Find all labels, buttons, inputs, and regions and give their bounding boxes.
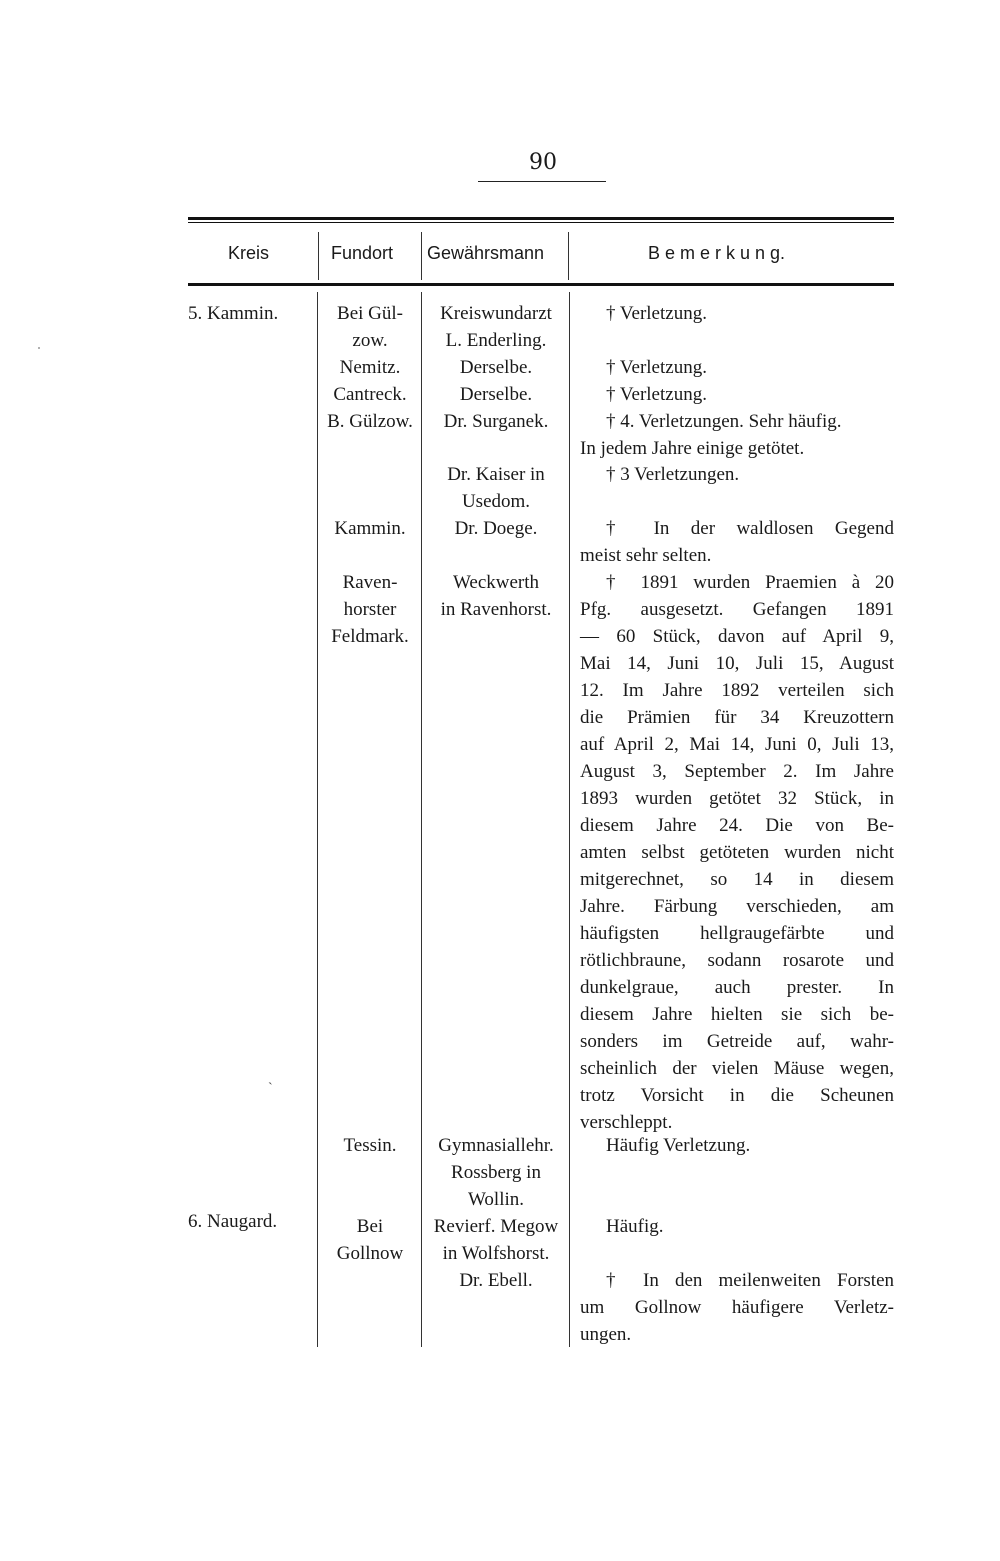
fundort-cell: Tessin. <box>343 1135 397 1156</box>
fundort-cell: horster <box>343 599 397 620</box>
fundort-cell: Gollnow <box>336 1243 404 1264</box>
bemerkung-line: um Gollnow häufigere Verletz- <box>580 1297 894 1318</box>
gewaehrsmann-cell: Dr. Doege. <box>454 518 538 539</box>
gewaehrsmann-cell: Rossberg in <box>451 1162 541 1183</box>
bemerkung-line: † 4. Verletzungen. Sehr häufig. <box>606 411 842 432</box>
column-divider <box>569 292 570 1347</box>
header-gewaehrsmann: Gewährsmann <box>427 243 545 263</box>
bemerkung-line: meist sehr selten. <box>580 545 712 566</box>
bemerkung-line: Jahre. Färbung verschieden, am <box>580 896 894 917</box>
gewaehrsmann-cell: Derselbe. <box>459 357 533 378</box>
fundort-cell: Bei <box>356 1216 384 1237</box>
bemerkung-line: — 60 Stück, davon auf April 9, <box>580 626 894 647</box>
header-fundort: Fundort <box>331 243 394 263</box>
bemerkung-line: 1893 wurden getötet 32 Stück, in <box>580 788 894 809</box>
stray-mark: ` <box>268 1081 273 1096</box>
gewaehrsmann-cell: Weckwerth <box>452 572 540 593</box>
fundort-cell: zow. <box>352 330 388 351</box>
column-divider <box>318 232 319 280</box>
bemerkung-line: diesem Jahre 24. Die von Be- <box>580 815 894 836</box>
fundort-cell: B. Gülzow. <box>327 411 413 432</box>
bemerkung-line: die Prämien für 34 Kreuzottern <box>580 707 894 728</box>
fundort-cell: Cantreck. <box>333 384 407 405</box>
bemerkung-line: † Verletzung. <box>606 303 707 324</box>
gewaehrsmann-cell: L. Enderling. <box>445 330 547 351</box>
scan-speck <box>38 347 40 349</box>
column-divider <box>421 232 422 280</box>
table-top-rule-thin <box>188 222 894 223</box>
bemerkung-line: Mai 14, Juni 10, Juli 15, August <box>580 653 894 674</box>
gewaehrsmann-cell: Dr. Kaiser in <box>447 464 545 485</box>
bemerkung-line: Pfg. ausgesetzt. Gefangen 1891 <box>580 599 894 620</box>
fundort-cell: Raven- <box>342 572 398 593</box>
bemerkung-line: In jedem Jahre einige getötet. <box>580 438 805 459</box>
gewaehrsmann-cell: Gymnasiallehr. <box>438 1135 554 1156</box>
bemerkung-line: † Verletzung. <box>606 384 707 405</box>
gewaehrsmann-cell: Dr. Surganek. <box>443 411 549 432</box>
gewaehrsmann-cell: in Wolfshorst. <box>442 1243 550 1264</box>
bemerkung-line: häufigsten hellgraugefärbte und <box>580 923 894 944</box>
gewaehrsmann-cell: Kreiswundarzt <box>440 303 552 324</box>
header-kreis: Kreis <box>228 243 270 263</box>
bemerkung-line: † Verletzung. <box>606 357 707 378</box>
gewaehrsmann-cell: Dr. Ebell. <box>459 1270 533 1291</box>
bemerkung-line: dunkelgraue, auch prester. In <box>580 977 894 998</box>
header-bemerkung: B e m e r k u n g. <box>648 243 786 263</box>
bemerkung-line: ungen. <box>580 1324 632 1345</box>
kreis-cell: 5. Kammin. <box>188 303 279 324</box>
gewaehrsmann-cell: Usedom. <box>461 491 531 512</box>
page-number-rule <box>478 181 606 182</box>
gewaehrsmann-cell: Wollin. <box>468 1189 524 1210</box>
table-top-rule <box>188 217 894 220</box>
bemerkung-line: August 3, September 2. Im Jahre <box>580 761 894 782</box>
bemerkung-line: † In den meilenweiten Forsten <box>606 1270 894 1291</box>
bemerkung-line: mitgerechnet, so 14 in diesem <box>580 869 894 890</box>
kreis-cell: 6. Naugard. <box>188 1211 278 1232</box>
fundort-cell: Kammin. <box>334 518 406 539</box>
bemerkung-line: trotz Vorsicht in die Scheunen <box>580 1085 894 1106</box>
bemerkung-line: † 1891 wurden Praemien à 20 <box>606 572 894 593</box>
gewaehrsmann-cell: in Ravenhorst. <box>440 599 552 620</box>
bemerkung-line: rötlichbraune, sodann rosarote und <box>580 950 894 971</box>
bemerkung-line: 12. Im Jahre 1892 verteilen sich <box>580 680 894 701</box>
column-divider <box>317 292 318 1347</box>
bemerkung-line: auf April 2, Mai 14, Juni 0, Juli 13, <box>580 734 894 755</box>
fundort-cell: Nemitz. <box>339 357 401 378</box>
bemerkung-line: † 3 Verletzungen. <box>606 464 740 485</box>
gewaehrsmann-cell: Revierf. Megow <box>433 1216 559 1237</box>
bemerkung-line: amten selbst getöteten wurden nicht <box>580 842 894 863</box>
bemerkung-line: verschleppt. <box>580 1112 673 1133</box>
fundort-cell: Feldmark. <box>331 626 409 647</box>
header-bottom-rule <box>188 283 894 286</box>
bemerkung-line: diesem Jahre hielten sie sich be- <box>580 1004 894 1025</box>
column-divider <box>421 292 422 1347</box>
bemerkung-line: † In der waldlosen Gegend <box>606 518 894 539</box>
column-divider <box>568 232 569 280</box>
gewaehrsmann-cell: Derselbe. <box>459 384 533 405</box>
bemerkung-line: Häufig Verletzung. <box>606 1135 751 1156</box>
bemerkung-line: sonders im Getreide auf, wahr- <box>580 1031 894 1052</box>
page-number: 90 <box>529 150 557 175</box>
bemerkung-line: scheinlich der vielen Mäuse wegen, <box>580 1058 894 1079</box>
fundort-cell: Bei Gül- <box>337 303 403 324</box>
bemerkung-line: Häufig. <box>606 1216 664 1237</box>
